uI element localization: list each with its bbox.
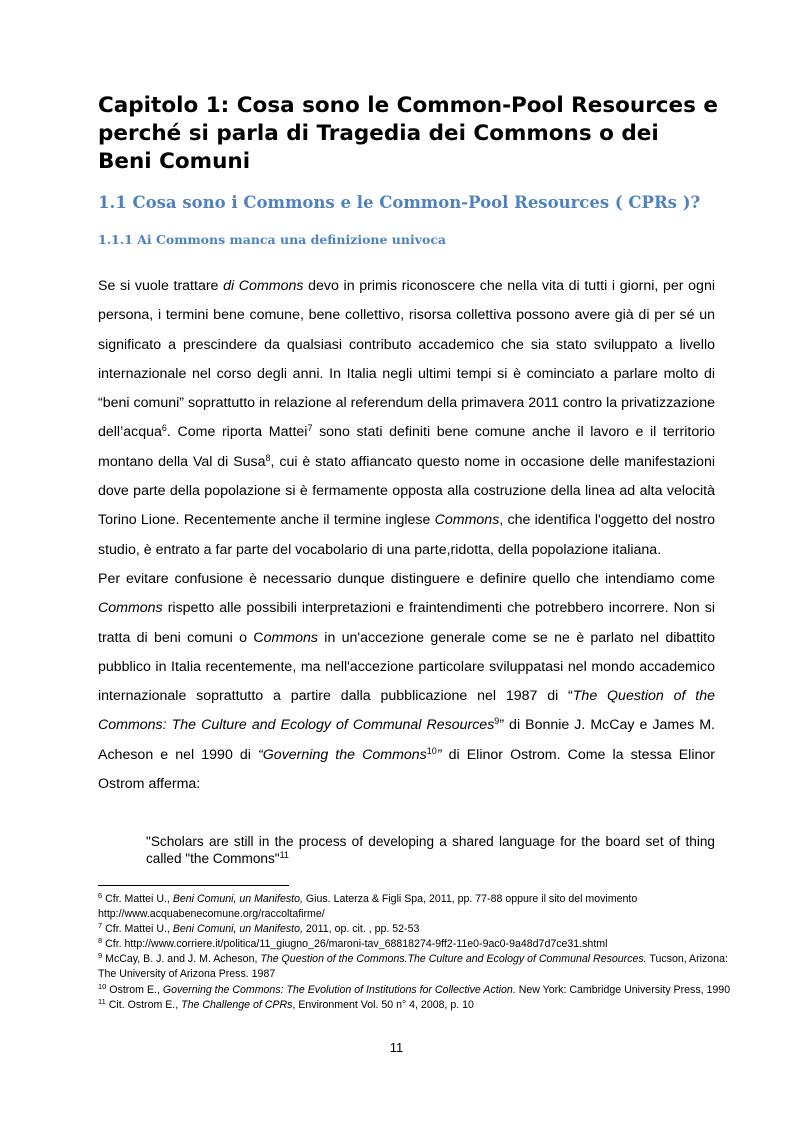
footnote-text: Gius. Laterza & Figli Spa, 2011, pp. 77-88 oppure il sito del movimento http://www.acquabenecomune.org/raccoltafirme/ (98, 893, 638, 921)
footnote (98, 922, 738, 937)
footnote-italic: Beni Comuni, un Manifesto, (172, 893, 303, 905)
italic-run: ommons (263, 629, 318, 646)
footnote (98, 937, 738, 952)
footnote-ref[interactable]: 7 (307, 423, 313, 434)
footnote-number: 10 (98, 981, 107, 991)
italic-run: Commons (98, 600, 163, 617)
footnote-text: Ostrom E., (106, 983, 163, 996)
text-run: , cui è stato affiancato questo nome in occasione delle manifestazioni dove parte della popolazione si è fermamente opposta alla costruzione della linea ad alta velocità Torino Lione. Recentemente anche il termine inglese (98, 453, 715, 529)
text-run: ” di Bonnie J. McCay e James M. Acheson e nel 1990 di (98, 717, 716, 763)
footnote-text: 2011, op. cit. , pp. 52-53 (302, 923, 420, 936)
footnote-text: Cfr. http://www.corriere.it/politica/11_giugno_26/maroni-tav_68818274-9ff2-11e0-9ac0-9a48d7d7ce31.shtml (102, 938, 608, 951)
footnote-text: Cfr. Mattei U., (102, 893, 173, 905)
footnote-text: McCay, B. J. and J. M. Acheson, (102, 953, 261, 966)
text-run: di Elinor Ostrom. Come la stessa Elinor Ostrom afferma: (98, 746, 715, 793)
italic-run: di Commons (223, 278, 304, 294)
footnote-ref[interactable]: 10 (426, 745, 437, 756)
footnote (98, 998, 738, 1013)
footnote-text: Cfr. Mattei U., (102, 923, 173, 936)
footnote (98, 983, 738, 998)
footnote-text: New York: Cambridge University Press, 1990 (515, 983, 731, 996)
paragraph-1 (98, 272, 715, 565)
subsection-heading: 1.1.1 Ai Commons manca una definizione univoca (98, 232, 447, 247)
text-run: . Come riporta Mattei (166, 424, 308, 441)
page-number: 11 (389, 1040, 404, 1055)
text-run: in un'accezione generale come se ne è parlato nel dibattito pubblico in Italia recentemente, ma nell'accezione particolare sviluppatasi nel mondo accademico internazionale soprattutto a partire dalla pubblicazione nel 1987 di “ (98, 629, 716, 705)
text-run: devo in primis riconoscere che nella vita di tutti i giorni, per ogni persona, i termini bene comune, bene collettivo, risorsa collettiva possono avere già di per sé un significato a prescindere da qualsiasi contributo accademico che sia stato sviluppato a livello internazionale nel corso degli anni. In Italia negli ultimi tempi si è cominciato a parlare molto di “beni comuni” soprattutto in relazione al referendum della primavera 2011 contro la privatizzazione dell’acqua (98, 278, 715, 441)
footnote (98, 952, 738, 982)
italic-run: Commons (434, 512, 500, 529)
footnote-text: Cit. Ostrom E., (105, 998, 182, 1011)
block-quote (146, 833, 715, 867)
text-run: Se si vuole trattare (98, 278, 224, 294)
footnote-italic: The Question of the Commons.The Culture and Ecology of Communal Resources. (260, 953, 647, 966)
chapter-title: Capitolo 1: Cosa sono le Common-Pool Resources e perché si parla di Tragedia dei Commons o dei Beni Comuni (98, 93, 718, 174)
footnote-ref[interactable]: 9 (494, 716, 500, 727)
footnote-italic: Beni Comuni, un Manifesto, (172, 923, 303, 936)
footnotes (98, 892, 738, 1013)
text-run: sono stati definiti bene comune anche il lavoro e il territorio montano della Val di Susa (98, 424, 715, 470)
footnote-number: 9 (98, 951, 103, 961)
footnote-text: , Environment Vol. 50 n° 4, 2008, p. 10 (292, 998, 474, 1011)
section-heading: 1.1 Cosa sono i Commons e le Common-Pool Resources ( CPRs )? (98, 193, 701, 212)
footnote (98, 892, 738, 922)
text-run: rispetto alle possibili interpretazioni e fraintendimenti che potrebbero incorrere. Non si tratta di beni comuni o C (98, 600, 715, 646)
text-run: , che identifica l'oggetto del nostro studio, è entrato a far parte del vocabolario di una parte,ridotta, della popolazione italiana. (98, 512, 715, 558)
footnote-ref[interactable]: 11 (279, 850, 289, 860)
quote-text: "Scholars are still in the process of developing a shared language for the board set of thing called "the Commons" (146, 834, 715, 866)
text-run: Per evitare confusione è necessario dunque distinguere e definire quello che intendiamo come (98, 570, 715, 587)
footnote-ref[interactable]: 6 (161, 423, 167, 434)
body-text (98, 272, 715, 799)
footnote-separator (98, 885, 289, 886)
paragraph-2 (98, 565, 715, 799)
footnote-ref[interactable]: 8 (265, 452, 271, 463)
footnote-number: 11 (98, 996, 106, 1006)
footnote-text: Tucson, Arizona: The University of Arizona Press. 1987 (98, 953, 728, 981)
footnote-number: 7 (98, 921, 103, 931)
italic-run: “Governing the Commons (258, 746, 427, 763)
italic-run: ” (436, 746, 442, 763)
footnote-number: 6 (98, 891, 103, 900)
footnote-italic: Governing the Commons: The Evolution of Institutions for Collective Action. (162, 983, 516, 996)
footnote-italic: The Challenge of CPRs (181, 998, 293, 1011)
italic-run: The Question of the Commons: The Culture and Ecology of Communal Resources (98, 688, 715, 734)
footnote-number: 8 (98, 936, 103, 946)
